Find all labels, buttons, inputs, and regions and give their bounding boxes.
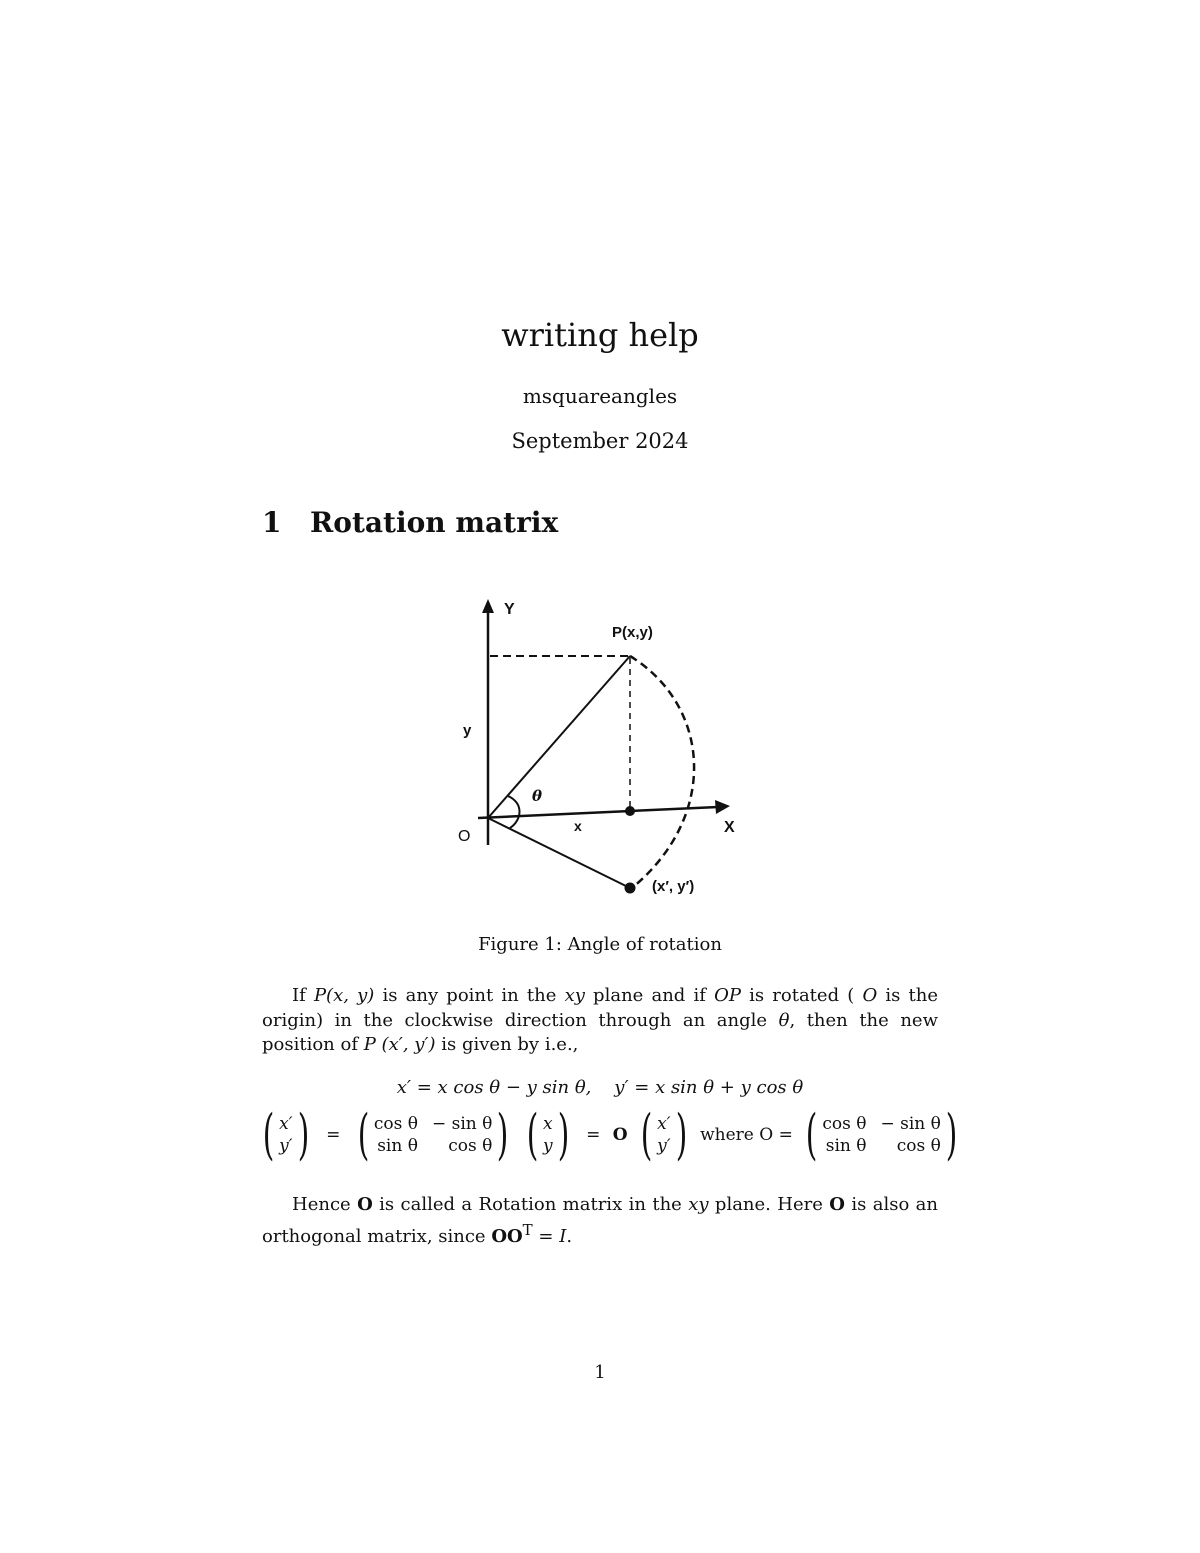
text: is any point in the [374,985,565,1006]
matrix-entry: cos θ [822,1114,867,1134]
paper-date: September 2024 [511,429,689,453]
bold-symbol: OO [491,1225,523,1247]
vec-entry: y [542,1136,553,1156]
op-line [488,656,630,818]
xy-vector: ( x y ) [526,1103,569,1166]
origin-label: O [458,828,471,845]
rotation-arc [630,656,694,888]
rotated-line [488,818,630,888]
theta-label: θ [532,787,543,805]
math-inline: xy [564,985,585,1006]
vec-entry: y′ [657,1136,671,1156]
rotated-point [625,883,636,894]
math-inline: P(x, y) [313,985,375,1006]
x-axis-arrow [715,800,730,814]
superscript: T [522,1220,533,1239]
text: plane. Here [708,1194,830,1215]
text: is the origin) in the clockwise direction through an angle [262,985,939,1031]
text: , then the new position of [262,1009,938,1055]
math-inline: P (x′, y′) [363,1034,436,1055]
matrix-entry: − sin θ [431,1114,493,1134]
math-inline: θ [778,1009,790,1031]
y-axis-arrow [482,599,494,613]
vec-entry: x′ [657,1114,671,1134]
point-p-label: P(x,y) [612,624,653,641]
section-title: Rotation matrix [310,506,559,539]
text: is given by i.e., [435,1034,579,1055]
vec-entry: x′ [279,1114,293,1134]
matrix-entry: cos θ [448,1136,493,1156]
x-axis-line [478,807,718,818]
matrix-entry: cos θ [373,1114,418,1134]
matrix-entry: sin θ [377,1136,418,1156]
angle-arc [508,796,520,828]
paragraph-2 [262,1193,938,1249]
matrix-entry: cos θ [896,1136,941,1156]
equals-sign: = [586,1125,601,1145]
bold-symbol: O [357,1194,373,1215]
y-axis-label: Y [504,601,515,618]
text: is called a Rotation matrix in the [372,1194,689,1215]
matrix-entry: − sin θ [880,1114,941,1134]
matrix-symbol: O [612,1125,628,1145]
rotation-matrix: ( cos θ − sin θ sin θ cos θ ) [357,1103,509,1166]
rotation-matrix-2: ( cos θ − sin θ sin θ cos θ ) [806,1103,958,1166]
text: . [566,1225,573,1247]
text: is rotated ( [740,985,863,1006]
page-number: 1 [594,1362,606,1383]
math-inline: I [559,1225,567,1247]
vec-entry: x [542,1114,553,1134]
math-inline: xy [688,1194,709,1215]
x-label: x [574,818,582,834]
paper-title: writing help [501,316,699,354]
lhs-vector: ( x′ y′ ) [262,1103,309,1166]
math-inline: O [862,985,878,1006]
rotation-figure [420,585,780,915]
paragraph-1 [262,984,938,1058]
figure-caption: Figure 1: Angle of rotation [478,934,722,955]
where-text: where O = [700,1125,793,1145]
section-number: 1 [262,506,282,539]
text: = [532,1225,560,1247]
bold-symbol: O [829,1194,845,1215]
equation-1: x′ = x cos θ − y sin θ, y′ = x sin θ + y cos θ [396,1077,804,1098]
paper-author: msquareangles [522,384,678,408]
y-label: y [463,722,472,739]
text: plane and if [584,985,715,1006]
text: If [292,985,314,1006]
equation-2 [258,1103,962,1166]
rotated-vector: ( x′ y′ ) [640,1103,687,1166]
section-heading [262,506,558,539]
text: Hence [292,1194,358,1215]
x-axis-label: X [724,819,735,836]
math-inline: OP [714,985,741,1006]
equals-sign: = [326,1125,341,1145]
rotated-point-label: (x′, y′) [652,878,695,895]
foot-point [625,806,635,816]
matrix-entry: sin θ [825,1136,867,1156]
text: is also an orthogonal matrix, since [262,1194,939,1247]
vec-entry: y′ [279,1136,293,1156]
